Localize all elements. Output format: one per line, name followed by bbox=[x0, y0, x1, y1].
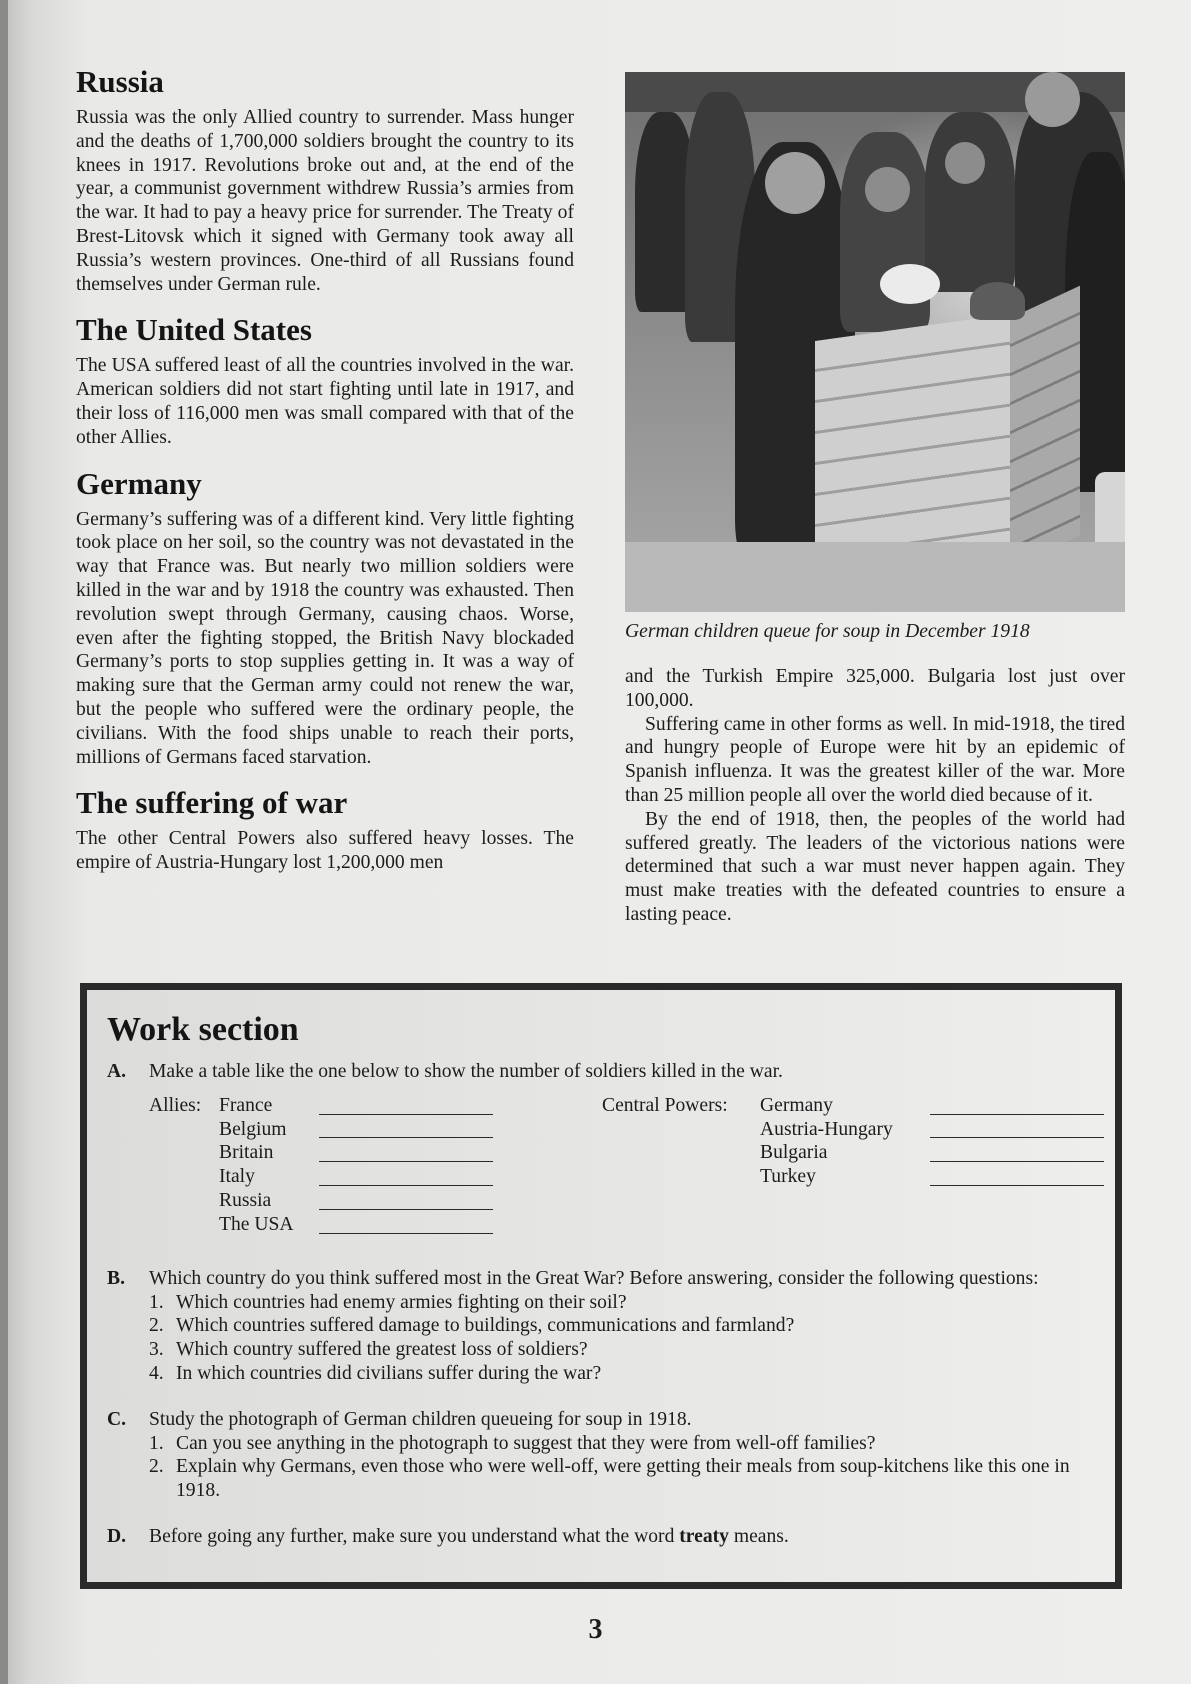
heading-russia: Russia bbox=[76, 64, 164, 99]
answer-line bbox=[319, 1145, 493, 1162]
question-letter: B. bbox=[107, 1267, 125, 1289]
answer-line bbox=[319, 1193, 493, 1210]
central-country: Turkey bbox=[760, 1166, 816, 1188]
paragraph-end-of-1918: By the end of 1918, then, the peoples of the world had suffered greatly. The leaders of the victorious nations were determined that such a war must never happen again. They must make treaties with the defeated countries to ensure a lasting peace. bbox=[625, 808, 1125, 925]
paragraph-turkish-empire: and the Turkish Empire 325,000. Bulgaria lost just over 100,000. bbox=[625, 666, 1125, 711]
soup-queue-photograph bbox=[625, 72, 1125, 612]
allies-country: The USA bbox=[219, 1213, 294, 1235]
allies-label: Allies: bbox=[149, 1094, 202, 1116]
soldiers-killed-table bbox=[107, 1094, 1095, 1235]
central-country: Austria-Hungary bbox=[760, 1118, 893, 1140]
answer-line bbox=[930, 1169, 1104, 1186]
answer-line bbox=[319, 1169, 493, 1186]
answer-line bbox=[319, 1217, 493, 1234]
central-country: Germany bbox=[760, 1094, 833, 1116]
question-b bbox=[107, 1267, 1095, 1386]
allies-country: France bbox=[219, 1094, 273, 1116]
answer-line bbox=[930, 1145, 1104, 1162]
question-b-item: 4. In which countries did civilians suffer during the war? bbox=[149, 1362, 602, 1384]
treaty-word: treaty bbox=[679, 1525, 729, 1547]
work-section-title: Work section bbox=[107, 1011, 299, 1048]
allies-country: Belgium bbox=[219, 1118, 287, 1140]
heading-suffering-of-war: The suffering of war bbox=[76, 785, 348, 821]
heading-united-states: The United States bbox=[76, 312, 312, 348]
answer-line bbox=[930, 1121, 1104, 1138]
paragraph-united-states: The USA suffered least of all the countries involved in the war. American soldiers did not start fighting until late in 1917, and their loss of 116,000 men was small compared with that of the other Allies. bbox=[76, 355, 574, 448]
central-powers-list bbox=[602, 1094, 1104, 1189]
allies-country: Italy bbox=[219, 1166, 255, 1188]
question-a-text: Make a table like the one below to show the number of soldiers killed in the war. bbox=[149, 1061, 783, 1082]
question-c-item: 2. Explain why Germans, even those who were well-off, were getting their meals from soup-kitchens like this one in 1918. bbox=[149, 1456, 1070, 1502]
paragraph-suffering-of-war: The other Central Powers also suffered heavy losses. The empire of Austria-Hungary lost 1,200,000 men bbox=[76, 828, 574, 874]
question-c-item: 1. Can you see anything in the photograph to suggest that they were from well-off families? bbox=[149, 1432, 876, 1454]
answer-line bbox=[930, 1098, 1104, 1115]
question-letter: C. bbox=[107, 1408, 127, 1430]
question-b-item: 3. Which country suffered the greatest loss of soldiers? bbox=[149, 1339, 588, 1361]
answer-line bbox=[319, 1098, 493, 1115]
central-powers-label: Central Powers: bbox=[602, 1094, 728, 1116]
question-a bbox=[107, 1060, 1095, 1084]
photo-caption: German children queue for soup in December 1918 bbox=[625, 621, 1030, 642]
question-c bbox=[107, 1408, 1095, 1503]
question-letter: D. bbox=[107, 1525, 127, 1547]
work-section-box bbox=[80, 983, 1122, 1589]
paragraph-spanish-influenza: Suffering came in other forms as well. In mid-1918, the tired and hungry people of Europe were hit by an epidemic of Spanish influenza. It was the greatest killer of the war. More than 25 million people all over the world died because of it. bbox=[625, 713, 1125, 806]
paragraph-germany: Germany’s suffering was of a different kind. Very little fighting took place on her soil, so the country was not devastated in the way that France was. But nearly two million soldiers were killed in the war and by 1918 the country was exhausted. Then revolution swept through Germany, causing chaos. Worse, even after the fighting stopped, the British Navy blockaded Germany’s ports to stop supplies getting in. It was a way of making sure that the German army could not renew the war, but the people who suffered were the ordinary people, the civilians. With the food ships unable to reach their ports, millions of Germans faced starvation. bbox=[76, 508, 574, 768]
paragraph-russia: Russia was the only Allied country to surrender. Mass hunger and the deaths of 1,700,000 soldiers brought the country to its knees in 1917. Revolutions broke out and, at the end of the year, a communist government withdrew Russia’s armies from the war. It had to pay a heavy price for surrender. The Treaty of Brest-Litovsk which it signed with Germany took away all Russia’s western provinces. One-third of all Russians found themselves under German rule. bbox=[76, 107, 574, 295]
question-d bbox=[107, 1525, 1095, 1549]
question-c-text: Study the photograph of German children queueing for soup in 1918. bbox=[149, 1408, 692, 1430]
book-spine bbox=[0, 0, 8, 1684]
question-letter: A. bbox=[107, 1061, 127, 1082]
answer-line bbox=[319, 1121, 493, 1138]
page-number: 3 bbox=[588, 1614, 603, 1645]
heading-germany: Germany bbox=[76, 465, 202, 501]
right-column bbox=[625, 72, 1125, 927]
allies-country: Britain bbox=[219, 1142, 274, 1164]
question-b-text: Which country do you think suffered most in the Great War? Before answering, consider the following questions: bbox=[149, 1267, 1039, 1289]
allies-list bbox=[149, 1094, 493, 1237]
allies-country: Russia bbox=[219, 1189, 272, 1211]
question-d-text-end: means. bbox=[733, 1525, 789, 1547]
question-d-text: Before going any further, make sure you understand what the word bbox=[149, 1525, 675, 1547]
question-b-item: 1. Which countries had enemy armies fighting on their soil? bbox=[149, 1291, 627, 1313]
central-country: Bulgaria bbox=[760, 1142, 828, 1164]
question-b-item: 2. Which countries suffered damage to buildings, communications and farmland? bbox=[149, 1315, 795, 1337]
left-column bbox=[76, 64, 574, 875]
